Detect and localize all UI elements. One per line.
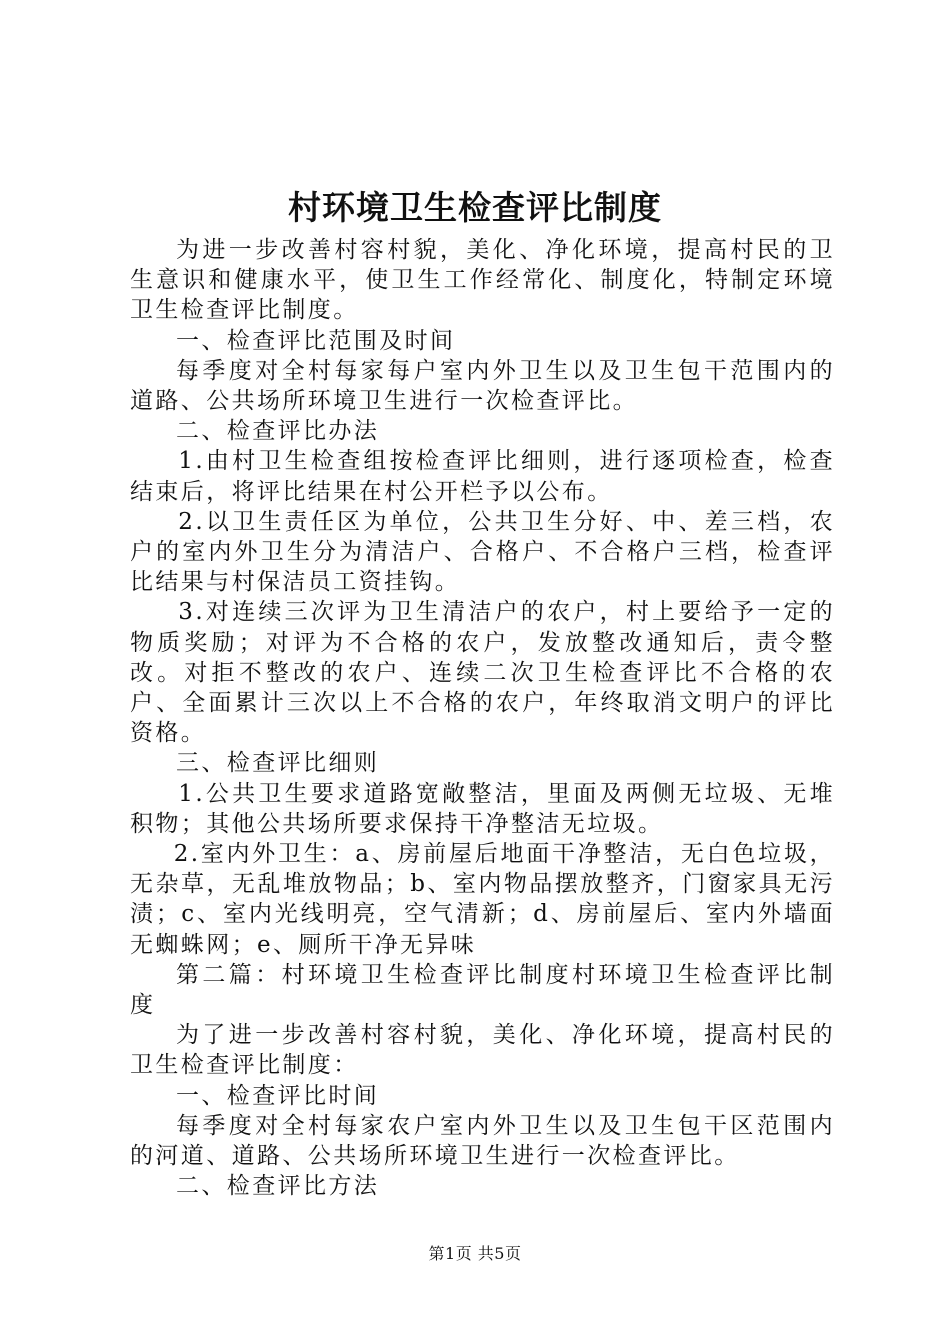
part-two-section-heading-method: 二、检查评比方法 — [176, 1173, 380, 1200]
paragraph-rules-1: 1.公共卫生要求道路宽敞整洁，里面及两侧无垃圾、无堆积物；其他公共场所要求保持干净整洁无垃圾。 — [130, 780, 835, 837]
section-heading-scope: 一、检查评比范围及时间 — [176, 327, 456, 354]
intro-paragraph: 为进一步改善村容村貌，美化、净化环境，提高村民的卫生意识和健康水平，使卫生工作经常化、制度化，特制定环境卫生检查评比制度。 — [130, 237, 835, 324]
part-two-section-heading-time: 一、检查评比时间 — [176, 1082, 380, 1109]
paragraph-method-2: 2.以卫生责任区为单位，公共卫生分好、中、差三档，农户的室内外卫生分为清洁户、合格户、不合格户三档，检查评比结果与村保洁员工资挂钩。 — [130, 508, 835, 596]
section-heading-rules: 三、检查评比细则 — [176, 750, 380, 777]
document-title: 村环境卫生检查评比制度 — [288, 188, 662, 227]
part-two-intro: 为了进一步改善村容村貌，美化、净化环境，提高村民的卫生检查评比制度： — [130, 1022, 835, 1079]
page-footer: 第1页 共5页 — [428, 1244, 522, 1263]
part-two-heading: 第二篇：村环境卫生检查评比制度村环境卫生检查评比制度 — [130, 961, 835, 1019]
part-two-paragraph-time: 每季度对全村每家农户室内外卫生以及卫生包干区范围内的河道、道路、公共场所环境卫生进行一次检查评比。 — [130, 1112, 835, 1170]
section-heading-method: 二、检查评比办法 — [176, 418, 380, 445]
paragraph-method-1: 1.由村卫生检查组按检查评比细则，进行逐项检查，检查结束后，将评比结果在村公开栏予以公布。 — [130, 448, 835, 505]
document-body — [130, 235, 835, 1202]
paragraph-scope: 每季度对全村每家每户室内外卫生以及卫生包干范围内的道路、公共场所环境卫生进行一次检查评比。 — [130, 357, 835, 415]
paragraph-method-3: 3.对连续三次评为卫生清洁户的农户，村上要给予一定的物质奖励；对评为不合格的农户，发放整改通知后，责令整改。对拒不整改的农户、连续二次卫生检查评比不合格的农户、全面累计三次以上不合格的农户，年终取消文明户的评比资格。 — [130, 599, 835, 747]
paragraph-rules-2: 2.室内外卫生：a、房前屋后地面干净整洁，无白色垃圾，无杂草，无乱堆放物品；b、室内物品摆放整齐，门窗家具无污渍；c、室内光线明亮，空气清新；d、房前屋后、室内外墙面无蜘蛛网；e、厕所干净无异味 — [130, 841, 835, 958]
